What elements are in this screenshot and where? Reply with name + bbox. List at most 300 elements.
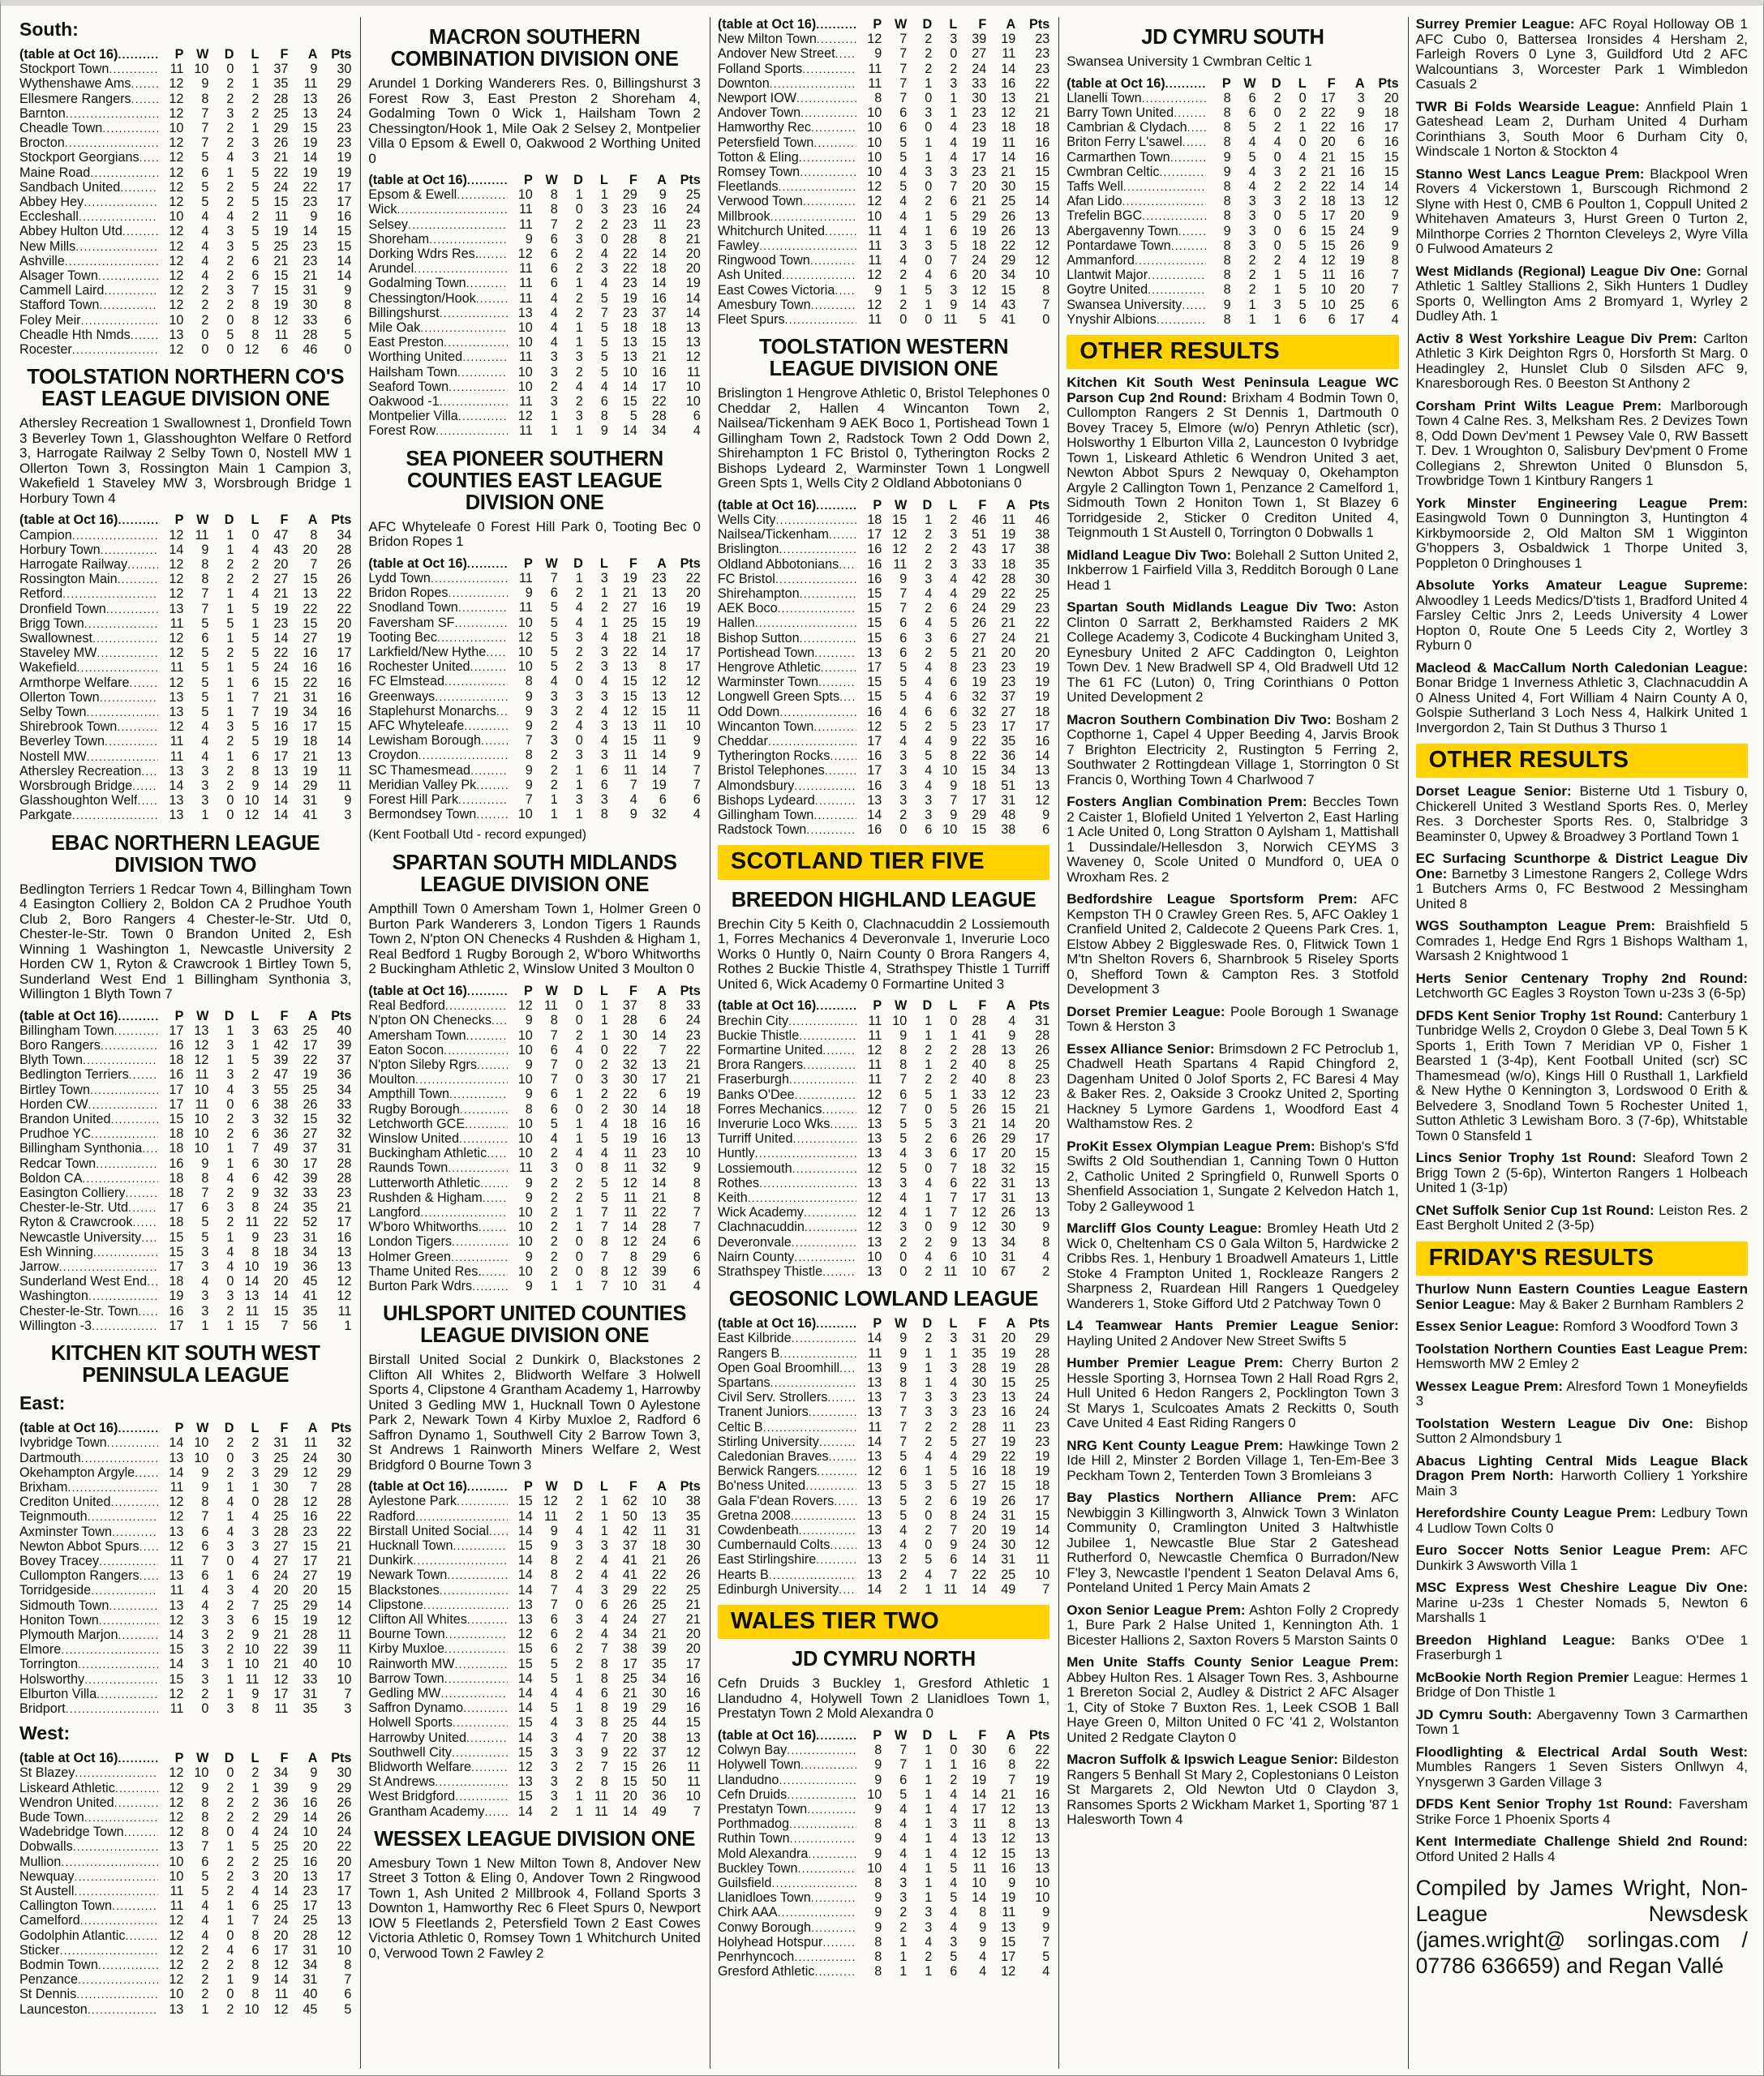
stat-cell: W [894,1316,908,1332]
team-name: Harrogate Railway [19,556,128,572]
stat-cell: 5 [201,195,209,210]
highlight-banner: SCOTLAND TIER FIVE [718,845,1049,879]
dot-leader [110,1495,158,1509]
dot-leader [131,76,159,91]
stat-cell: 2 [550,748,558,763]
stat-cell: 5 [950,1949,958,1964]
stat-cell: 21 [273,586,289,602]
league-heading: SPARTAN SOUTH MIDLANDS LEAGUE DIVISION ONE [392,851,677,897]
region-subheading: East: [19,1392,66,1414]
stat-cell: 13 [685,1130,701,1146]
dot-leader [118,47,158,62]
stat-cell: 3 [950,1405,958,1420]
stat-cell: 1 [226,1657,234,1672]
stat-cell: 13 [517,1597,533,1612]
team-name: Bristol Telephones [717,763,825,778]
team-name: Horden CW [19,1096,88,1112]
team-name: Buckley Town [717,1860,798,1876]
table-row [19,572,351,586]
stat-cell: 3 [201,763,209,778]
dot-leader [794,1949,856,1964]
stat-cell: 29 [1001,253,1016,268]
stat-cell: 8 [1223,282,1231,298]
stat-cell: D [224,513,234,528]
dot-leader [109,62,158,76]
stat-cell: 9 [950,808,958,823]
dot-leader [125,1186,158,1200]
stat-cell: 13 [337,1259,352,1275]
dot-leader [91,1583,158,1598]
stat-cell: 21 [1001,1786,1016,1802]
stat-cell: 14 [303,1809,318,1825]
stat-cell: 3 [550,1774,558,1790]
stat-cell: 11 [274,1987,289,2002]
stat-cell: 0 [925,91,933,106]
team-name: Southwell City [368,1744,452,1760]
stat-cell: 20 [273,1583,289,1598]
stat-cell: 19 [1001,1890,1016,1906]
stat-cell: 15 [1001,1478,1016,1494]
dot-leader [111,1112,159,1126]
stat-cell: 2 [226,1465,234,1480]
stat-cell: 2 [575,290,583,306]
stat-cell: 5 [251,719,260,735]
result-item: Thurlow Nunn Eastern Counties League Eastern Senior League: May & Baker 2 Burnham Ramblers 2 [1415,1281,1749,1312]
stat-cell: 25 [622,1715,637,1731]
stat-cell: 3 [226,224,234,239]
team-name: Real Bedford [368,998,445,1014]
stat-cell: 4 [575,1582,583,1598]
stat-cell: 21 [337,1538,352,1554]
stat-cell: 5 [950,1890,958,1906]
stat-cell: 12 [1001,105,1016,121]
stat-cell: 2 [251,91,260,106]
stat-cell: 5 [251,224,260,239]
stat-cell: 2 [575,1568,583,1583]
league-lead: Bay Plastics Northern Alliance Prem: [1067,1490,1357,1506]
stat-cell: 2 [575,1027,583,1043]
stat-cell: 2 [575,1760,583,1775]
table-row [19,150,351,165]
stat-cell: 7 [600,1249,608,1264]
highlight-banner: WALES TIER TWO [718,1605,1049,1639]
stat-cell: 12 [169,165,184,180]
stat-cell: 31 [273,1435,289,1451]
stat-cell: 3 [550,1789,558,1804]
stat-cell: 24 [972,61,987,76]
stat-cell: 14 [517,1804,533,1819]
stat-cell: 5 [201,646,209,661]
stat-cell: 4 [899,1831,908,1847]
stat-cell: 10 [517,1220,533,1235]
table-row [19,1839,351,1854]
dot-leader [447,1568,508,1582]
stat-cell: 8 [600,1715,608,1731]
stat-cell: 6 [899,1772,908,1787]
stat-cell: 31 [1001,792,1016,808]
stat-cell: 11 [337,1627,352,1642]
stat-cell: 4 [950,1375,958,1391]
table-row [368,1087,700,1101]
stat-cell: 18 [972,238,987,254]
table-row [19,254,351,268]
team-name: Barrow Town [368,1671,444,1686]
stat-cell: 8 [310,527,318,543]
stat-cell: 17 [867,527,882,543]
stat-cell: 9 [310,209,318,225]
stat-cell: 2 [226,1112,234,1127]
stat-cell: 1 [950,105,958,121]
stat-cell: D [1271,75,1281,91]
stat-cell: 43 [1001,297,1016,312]
dot-leader [88,2002,159,2017]
stat-cell: 14 [517,1523,533,1538]
dot-leader [66,106,159,121]
stat-cell: 0 [575,1160,583,1176]
league-table [368,556,700,822]
stat-cell: 11 [170,1701,184,1716]
stat-cell: 8 [251,1701,260,1716]
league-heading: SEA PIONEER SOUTHERN COUNTIES EAST LEAGUE DIVISION ONE [406,447,663,514]
stat-cell: 12 [1001,1831,1016,1847]
table-row [19,778,351,793]
stat-cell: 10 [337,1657,352,1672]
dot-leader [444,1671,508,1686]
stat-cell: 3 [251,1112,260,1127]
stat-cell: 4 [201,1928,209,1943]
team-name: East Kilbride [717,1331,792,1346]
table-row [718,1861,1049,1876]
table-row [718,91,1049,105]
stat-cell: 15 [303,1112,318,1127]
stat-cell: 13 [169,704,184,719]
stat-cell: 9 [950,778,958,793]
team-name: Brislington [717,542,779,557]
stat-cell: 12 [169,1780,184,1795]
table-row [368,1279,700,1293]
stat-cell: 10 [194,1126,209,1142]
stat-cell: 3 [899,792,908,808]
team-name: Rangers B [717,1345,780,1361]
stat-cell: 15 [1035,179,1050,195]
stat-cell: 14 [517,1568,533,1583]
stat-cell: 28 [1035,1027,1050,1043]
team-name: Seaford Town [368,379,449,394]
dot-leader [479,1220,508,1234]
stat-cell: 11 [519,217,533,232]
league-lead: DFDS Kent Senior Trophy 1st Round: [1415,1796,1673,1812]
team-name: Edinburgh University [717,1581,839,1597]
stat-cell: 4 [925,1175,933,1190]
stat-cell: 13 [867,1375,882,1391]
results-prose: Swansea University 1 Cwmbran Celtic 1 [1067,54,1312,70]
table-row [718,1920,1049,1935]
stat-cell: 11 [868,1027,882,1043]
dot-leader [88,1509,159,1524]
dot-leader [794,1250,856,1264]
stat-cell: 23 [273,1229,289,1245]
dot-leader [809,1405,857,1419]
stat-cell: 6 [693,1234,701,1250]
stat-cell: 7 [550,1597,558,1612]
dot-leader [800,1757,856,1772]
stat-cell: 2 [226,195,234,210]
league-table [19,1421,351,1716]
stat-cell: 8 [950,748,958,764]
stat-cell: 2 [925,527,933,543]
table-row [368,1190,700,1205]
stat-cell: 1 [575,1701,583,1716]
stat-cell: 6 [659,1013,667,1028]
stat-cell: 22 [972,748,987,764]
stat-cell: 15 [892,513,908,527]
league-lead: Fosters Anglian Combination Prem: [1067,794,1307,810]
stat-cell: 14 [337,734,352,749]
table-row [19,1884,351,1898]
stat-cell: 6 [950,223,958,238]
team-name: Ivybridge Town [19,1435,107,1451]
stat-cell: 19 [651,777,667,792]
stat-cell: 51 [972,527,987,543]
dot-leader [458,409,508,423]
stat-cell: 4 [201,719,209,735]
stat-cell: 4 [979,1964,987,1979]
team-name: Abbey Hey [19,195,84,210]
stat-cell: 4 [925,778,933,793]
dot-leader [129,1067,159,1082]
stat-cell: 2 [925,46,933,62]
stat-cell: 2 [201,1987,209,2002]
team-name: Odd Down [717,704,780,719]
stat-cell: 11 [170,1583,184,1598]
stat-cell: 1 [600,1523,608,1538]
team-name: Selsey [368,217,408,232]
stat-cell: Pts [680,983,701,998]
stat-cell: 0 [1298,135,1307,150]
team-name: Shoreham [368,231,430,247]
stat-cell: 1 [899,282,908,298]
stat-cell: 3 [251,1082,260,1097]
stat-cell: P [524,983,533,998]
stat-cell: 2 [575,364,583,380]
stat-cell: 30 [273,1479,289,1495]
team-name: Winslow United [368,1130,459,1146]
stat-cell: 5 [201,1229,209,1245]
stat-cell: 8 [950,1508,958,1523]
stat-cell: 1 [600,998,608,1014]
stat-cell: 19 [685,276,701,291]
stat-cell: 2 [201,312,209,328]
stat-cell: 3 [950,556,958,572]
stat-cell: 19 [273,1259,289,1275]
result-item: Toolstation Northern Counties East League Prem: Hemsworth MW 2 Emley 2 [1415,1340,1749,1372]
stat-cell: 15 [1035,1146,1050,1161]
team-name: Fleet Spurs [717,312,785,328]
stat-cell: 12 [169,1765,184,1781]
stat-cell: 3 [550,703,558,718]
stat-cell: 1 [226,689,234,705]
team-name: Wick Academy [717,1205,804,1220]
stat-cell: 13 [1001,91,1016,106]
team-name: Arundel [368,261,414,277]
team-name: Amersham Town [368,1027,466,1043]
stat-cell: 29 [303,1598,318,1613]
stat-cell: 14 [651,748,667,763]
stat-cell: 1 [251,1780,260,1795]
dot-leader [819,1435,856,1449]
stat-cell: 19 [273,601,289,616]
stat-cell: 8 [550,1013,558,1028]
stat-cell: 17 [273,1686,289,1701]
dot-leader [822,1043,856,1057]
team-name: Holyhead Hotspur [717,1934,823,1949]
stat-cell: 9 [1008,1027,1016,1043]
stat-cell: 31 [1001,1190,1016,1205]
dot-leader [420,320,508,335]
stat-cell: 14 [622,379,637,394]
dot-leader [131,328,159,342]
stat-cell: 4 [251,586,260,602]
stat-cell: 6 [1008,1743,1016,1758]
table-row [718,1494,1049,1508]
stat-cell: 19 [1001,1345,1016,1361]
stat-cell: 3 [950,1816,958,1832]
stat-cell: 18 [622,320,637,336]
dot-leader [798,1861,857,1876]
stat-cell: 11 [170,1883,184,1898]
stat-cell: 8 [874,1964,882,1979]
stat-cell: 3 [251,1524,260,1539]
stat-cell: 2 [1273,90,1281,105]
stat-cell: 0 [575,998,583,1014]
stat-cell: 2 [925,718,933,734]
result-item: West Midlands (Regional) League Div One: Gornal Athletic 1 Saltley Stallions 2, Sikh Hunters 1 Dudley Sports 0, Wellington Ams 2 Bromyard 1, Wyrley 2 Dudley Ath. 1 [1415,263,1749,324]
league-lead: Abacus Lighting Central Mids League Black Dragon Prem North: [1415,1452,1749,1484]
table-row [718,808,1049,822]
dot-leader [453,1715,508,1730]
result-item: WGS Southampton League Prem: Braishfield 5 Comrades 1, Hedge End Rgrs 1 Bishops Waltham 1, Warsash 2 Knightwood 1 [1415,918,1749,964]
table-row [19,342,351,357]
dot-leader [59,1943,158,1958]
league-heading: EBAC NORTHERN LEAGUE DIVISION TWO [51,831,320,877]
league-table [19,513,351,822]
stat-cell: 3 [925,792,933,808]
stat-cell: 8 [251,1958,260,1972]
stat-cell: 11 [868,1345,882,1361]
result-item: Kitchen Kit South West Peninsula League WC Parson Cup 2nd Round: Brixham 4 Bodmin Town 0, Cullompton Rangers 2 St Dennis 1, Dartmouth 0 Bovey Tracey 5, Elmore (w/o) Penryn Athletic (scr), Holsworthy 1 Elburton Villa 2, Launceston 0 Ivybridge Town 1, Liskeard Athletic 6 Wendron United 3 aet, Newton Abbot Spurs 2 Newquay 0, Okehampton Argyle 2 Callington Town 1, Penzance 2 Camelford 1, Sidmouth Town 2 Honiton Town 1, St Blazey 6 Torridgeside 2, Sticker 0 Crediton United 4, Teignmouth 1 St Austell 0, Torrington 0 Dobwalls 1 [1067,375,1399,541]
result-item: Floodlighting & Electrical Ardal South West: Mumbles Rangers 1 Seven Sisters Onllwyn 4, Ynysgerwn 3 Garden Village 3 [1415,1744,1749,1790]
stat-cell: 33 [337,1096,352,1112]
stat-cell: 17 [1350,311,1365,327]
league-lead: NRG Kent County League Prem: [1067,1437,1284,1453]
team-name: AFC Whyteleafe [368,718,465,733]
stat-cell: 32 [337,1112,352,1127]
stat-cell: 42 [273,1038,289,1053]
stat-cell: P [873,998,882,1014]
stat-cell: 2 [600,1057,608,1072]
stat-cell: 13 [867,1508,882,1523]
stat-cell: 3 [925,1146,933,1161]
stat-cell: 30 [1001,1220,1016,1235]
stat-cell: W [545,555,558,571]
stat-cell: 1 [575,1087,583,1102]
stat-cell: L [251,1421,260,1436]
stat-cell: 9 [950,297,958,312]
team-name: Clachnacuddin [717,1220,805,1235]
stat-cell: 25 [1035,586,1050,602]
stat-cell: 6 [925,704,933,719]
stat-cell: 5 [950,1478,958,1494]
stat-cell: 2 [201,1972,209,1988]
stat-cell: 3 [925,1919,933,1935]
team-name: Willington -3 [19,1318,92,1333]
stat-cell: 9 [874,1846,882,1861]
stat-cell: 12 [622,1175,637,1190]
stat-cell: 5 [201,704,209,719]
stat-cell: 8 [600,1774,608,1790]
stat-cell: 15 [517,1641,533,1657]
team-name: Lewisham Borough [368,733,481,748]
team-name: Conwy Borough [717,1919,811,1935]
table-row [1067,238,1398,253]
stat-cell: 7 [550,570,558,585]
stat-cell: 0 [925,1508,933,1523]
stat-cell: 15 [622,688,637,704]
dot-leader [451,1250,508,1264]
stat-cell: A [657,173,667,188]
dot-leader [65,254,159,268]
league-heading: WESSEX LEAGUE DIVISION ONE [374,1827,696,1851]
stat-cell: 7 [281,1318,289,1333]
stat-cell: 11 [1002,513,1016,527]
stat-cell: 9 [251,778,260,793]
stat-cell: 37 [622,998,637,1014]
stat-cell: 4 [950,1905,958,1920]
team-name: Esh Winning [19,1244,93,1259]
stat-cell: 1 [226,630,234,646]
stat-cell: 16 [1001,1860,1016,1876]
league-lead: Kent Intermediate Challenge Shield 2nd Round: [1415,1834,1749,1850]
dot-leader [115,1781,159,1795]
team-name: Bedlington Terriers [19,1067,129,1083]
dot-leader [472,1279,508,1293]
team-name: Strathspey Thistle [717,1263,823,1279]
table-row [19,602,351,616]
team-name: Nailsea/Tickenham [717,527,829,543]
table-row [19,1554,351,1568]
dot-leader [75,1869,159,1884]
stat-cell: 11 [868,75,882,91]
stat-cell: 2 [251,1435,260,1451]
stat-cell: 2 [950,1772,958,1787]
league-lead: West Midlands (Regional) League Div One: [1415,263,1702,279]
stat-cell: 3 [575,409,583,424]
stat-cell: 10 [972,1263,987,1279]
stat-cell: 12 [622,1234,637,1250]
column-2 [361,17,710,2069]
team-name: Llandudno [717,1772,779,1787]
stat-cell: 9 [201,1156,209,1171]
stat-cell: 12 [169,1942,184,1958]
stat-cell: 13 [1035,1175,1050,1190]
stat-cell: 6 [899,630,908,646]
stat-cell: 1 [950,91,958,106]
stat-cell: 62 [622,1494,637,1509]
stat-cell: 15 [169,1244,184,1259]
stat-cell: 5 [201,179,209,195]
table-row [718,557,1049,572]
stat-cell: 0 [201,327,209,342]
